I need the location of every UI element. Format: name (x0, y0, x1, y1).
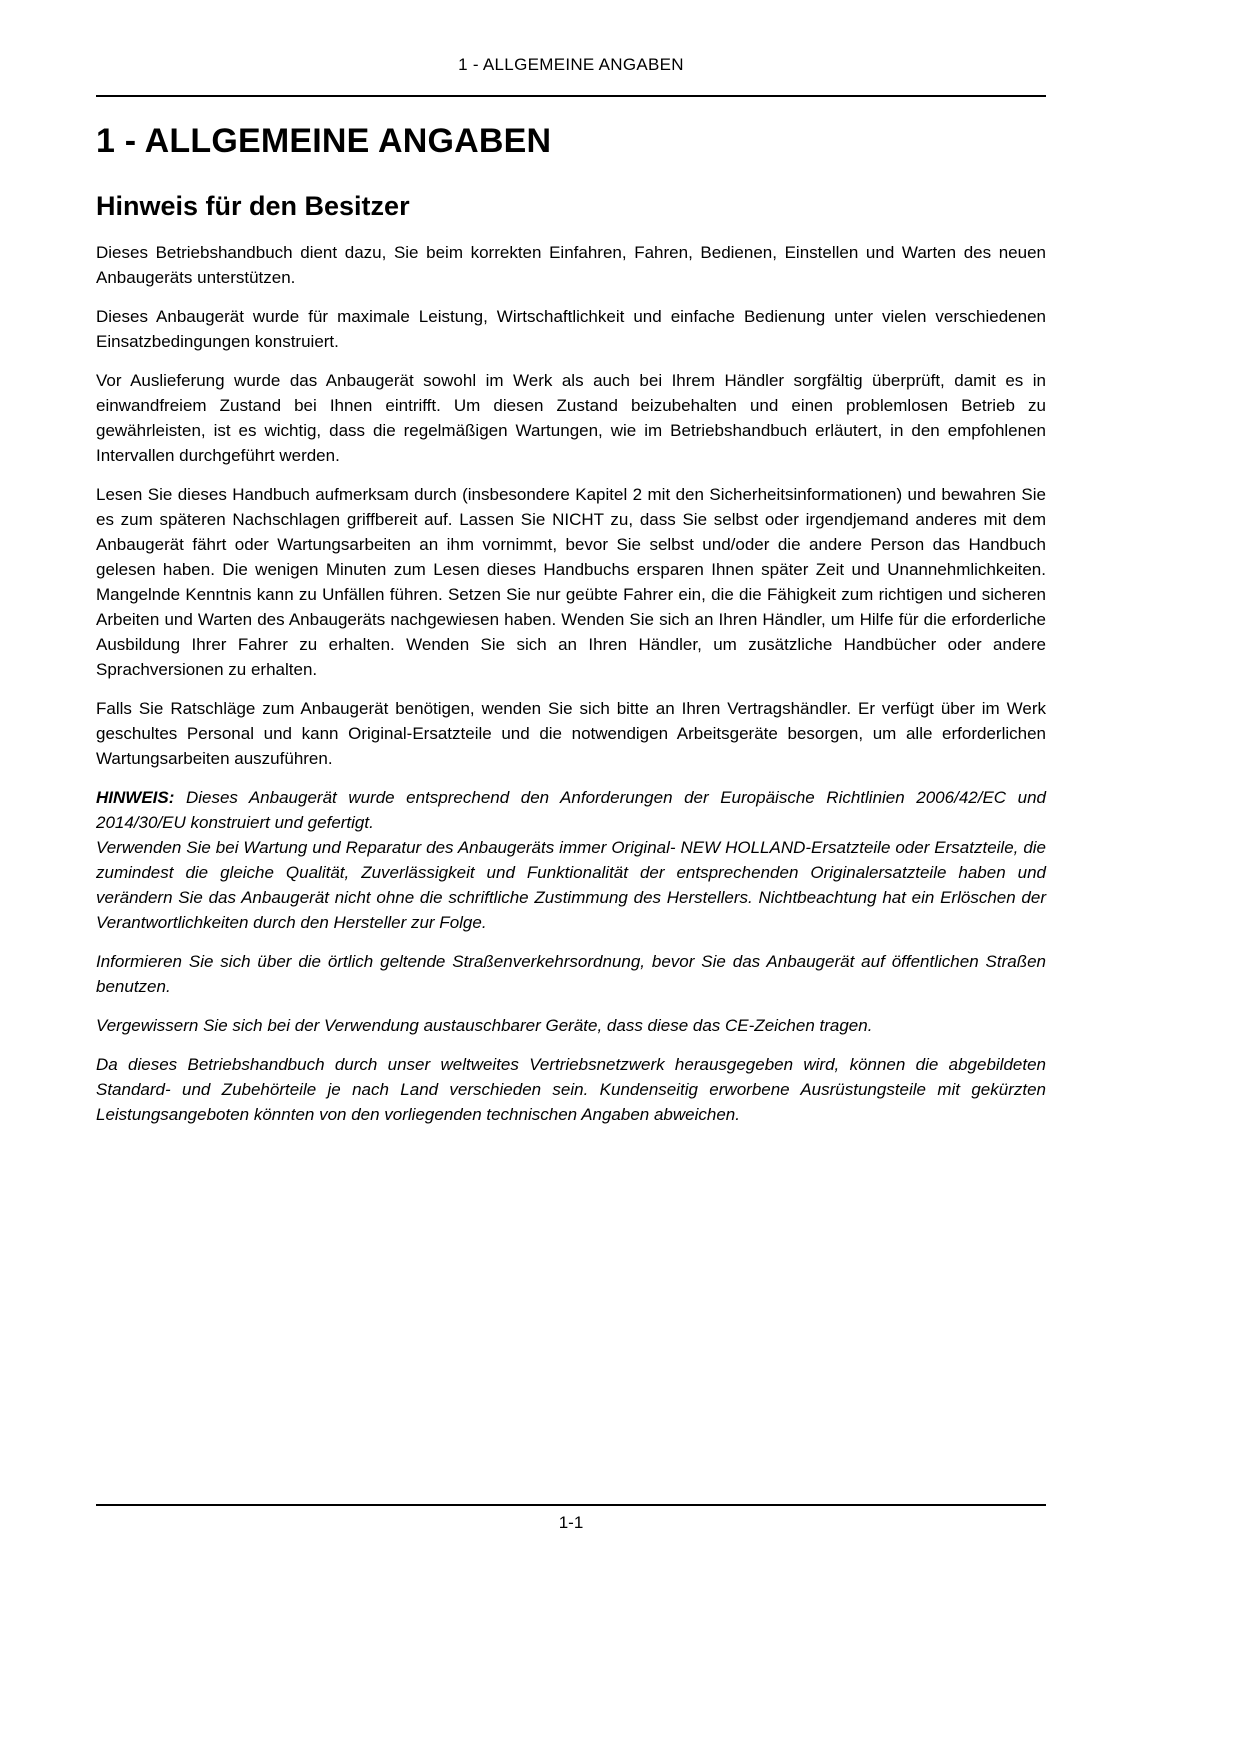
paragraph-traffic-rules: Informieren Sie sich über die örtlich geltende Straßenverkehrsordnung, bevor Sie das Anbaugerät auf öffentlichen Straßen benutzen. (96, 952, 1046, 996)
note-label: HINWEIS: (96, 788, 175, 807)
paragraph-read-manual: Lesen Sie dieses Handbuch aufmerksam durch (insbesondere Kapitel 2 mit den Sicherheitsinformationen) und bewahren Sie es zum späteren Nachschlagen griffbereit auf. Lassen Sie NICHT zu, dass Sie selbst oder irgendjemand anderes mit dem Anbaugerät fährt oder Wartungsarbeiten an ihm vornimmt, bevor Sie selbst und/oder die andere Person das Handbuch gelesen haben. Die wenigen Minuten zum Lesen dieses Handbuchs ersparen Ihnen später Zeit und Unannehmlichkeiten. Mangelnde Kenntnis kann zu Unfällen führen. Setzen Sie nur geübte Fahrer ein, die die Fähigkeit zum richtigen und sicheren Arbeiten und Warten des Anbaugeräts nachgewiesen haben. Wenden Sie sich an Ihren Händler, um Hilfe für die erforderliche Ausbildung Ihrer Fahrer zu erhalten. Wenden Sie sich an Ihren Händler, um zusätzliche Handbücher oder andere Sprachversionen zu erhalten. (96, 485, 1046, 679)
paragraph-ce-mark: Vergewissern Sie sich bei der Verwendung austauschbarer Geräte, dass diese das CE-Zeichen tragen. (96, 1016, 873, 1035)
footer-rule (96, 1504, 1046, 1506)
paragraph-dealer: Falls Sie Ratschläge zum Anbaugerät benötigen, wenden Sie sich bitte an Ihren Vertragshändler. Er verfügt über im Werk geschultes Personal und kann Original-Ersatzteile und die notwendigen Arbeitsgeräte besorgen, um alle erforderlichen Wartungsarbeiten auszuführen. (96, 699, 1046, 768)
note-line-2: Verwenden Sie bei Wartung und Reparatur des Anbaugeräts immer Original- NEW HOLLAND-Ersatzteile oder Ersatzteile, die zumindest die gleiche Qualität, Zuverlässigkeit und Funktionalität der entsprechenden Originalersatzteile haben und verändern Sie das Anbaugerät nicht ohne die schriftliche Zustimmung des Herstellers. Nichtbeachtung hat ein Erlöschen der Verantwortlichkeiten durch den Hersteller zur Folge. (96, 838, 1046, 932)
page-number: 1-1 (558, 1513, 584, 1532)
paragraph-distribution: Da dieses Betriebshandbuch durch unser weltweites Vertriebsnetzwerk herausgegeben wird, können die abgebildeten Standard- und Zubehörteile je nach Land verschieden sein. Kundenseitig erworbene Ausrüstungsteile mit gekürzten Leistungsangeboten könnten von den vorliegenden technischen Angaben abweichen. (96, 1055, 1046, 1124)
note-paragraph (96, 785, 1046, 935)
header-rule (96, 95, 1046, 97)
running-header: 1 - ALLGEMEINE ANGABEN (458, 55, 684, 74)
note-line-1: Dieses Anbaugerät wurde entsprechend den Anforderungen der Europäische Richtlinien 2006/42/EC und 2014/30/EU konstruiert und gefertigt. (96, 788, 1046, 832)
paragraph-intro: Dieses Betriebshandbuch dient dazu, Sie beim korrekten Einfahren, Fahren, Bedienen, Einstellen und Warten des neuen Anbaugeräts unterstützen. (96, 243, 1046, 287)
paragraph-design: Dieses Anbaugerät wurde für maximale Leistung, Wirtschaftlichkeit und einfache Bedienung unter vielen verschiedenen Einsatzbedingungen konstruiert. (96, 307, 1046, 351)
page-content (96, 122, 1046, 1141)
section-title: Hinweis für den Besitzer (96, 191, 410, 221)
chapter-title: 1 - ALLGEMEINE ANGABEN (96, 122, 552, 160)
paragraph-delivery: Vor Auslieferung wurde das Anbaugerät sowohl im Werk als auch bei Ihrem Händler sorgfältig überprüft, damit es in einwandfreiem Zustand bei Ihnen eintrifft. Um diesen Zustand beizubehalten und einen problemlosen Betrieb zu gewährleisten, ist es wichtig, dass die regelmäßigen Wartungen, wie im Betriebshandbuch erläutert, in den empfohlenen Intervallen durchgeführt werden. (96, 371, 1046, 465)
page-footer (96, 1504, 1046, 1533)
